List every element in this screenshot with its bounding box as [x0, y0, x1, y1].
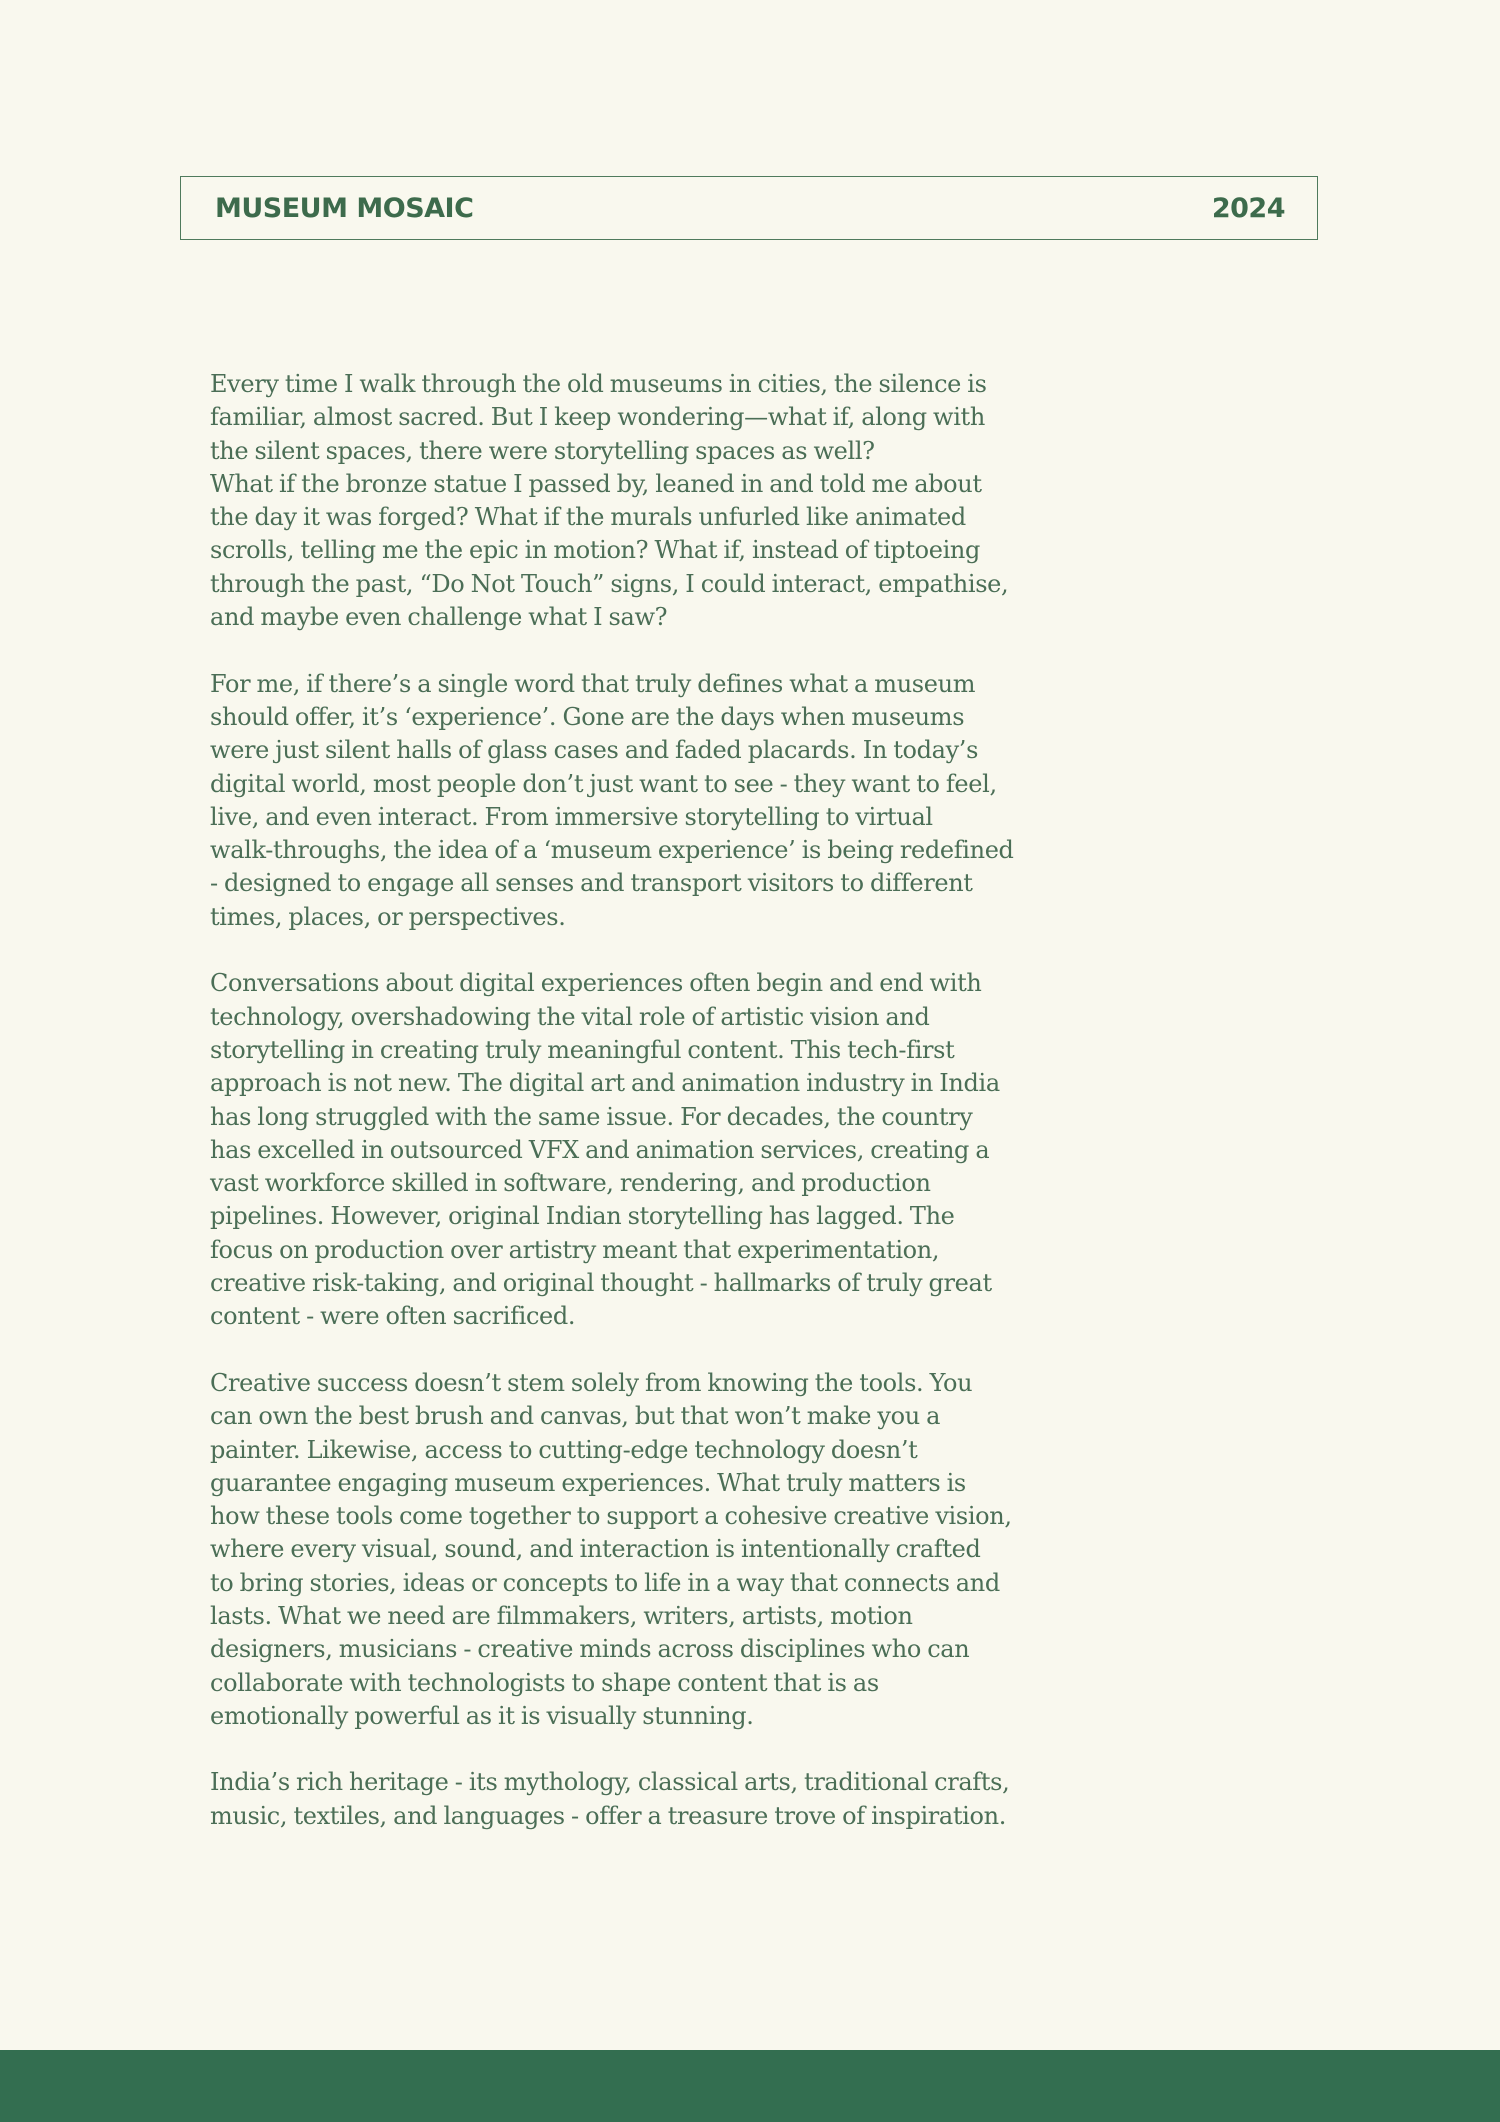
- article-body: [210, 368, 1110, 1866]
- paragraph: Creative success doesn’t stem solely from knowing the tools. You can own the best brush and canvas, but that won’t make you a painter. Likewise, access to cutting-edge technology doesn’t guarantee engaging museum experiences. What truly matters is how these tools come together to support a cohesive creative vision, where every visual, sound, and interaction is intentionally crafted to bring stories, ideas or concepts to life in a way that connects and lasts. What we need are filmmakers, writers, artists, motion designers, musicians - creative minds across disciplines who can collaborate with technologists to shape content that is as emotionally powerful as it is visually stunning.: [210, 1368, 1012, 1730]
- publication-year: 2024: [1211, 192, 1285, 224]
- paragraph: Conversations about digital experiences often begin and end with technology, overshadowing the vital role of artistic vision and storytelling in creating truly meaningful content. This tech-first approach is not new. The digital art and animation industry in India has long struggled with the same issue. For decades, the country has excelled in outsourced VFX and animation services, creating a vast workforce skilled in software, rendering, and production pipelines. However, original Indian storytelling has lagged. The focus on production over artistry meant that experimentation, creative risk-taking, and original thought - hallmarks of truly great content - were often sacrificed.: [210, 969, 1000, 1331]
- paragraph: India’s rich heritage - its mythology, classical arts, traditional crafts, music, textiles, and languages - offer a treasure trove of inspiration.: [210, 1768, 1010, 1830]
- paragraph: Every time I walk through the old museums in cities, the silence is familiar, almost sacred. But I keep wondering—what if, along with the silent spaces, there were storytelling spaces as well? What if the bronze statue I passed by, leaned in and told me about the day it was forged? What if the murals unfurled like animated scrolls, telling me the epic in motion? What if, instead of tiptoeing through the past, “Do Not Touch” signs, I could interact, empathise, and maybe even challenge what I saw?: [210, 370, 1009, 632]
- publication-title: MUSEUM MOSAIC: [215, 192, 474, 224]
- page-header: [180, 176, 1318, 240]
- footer-band: [0, 2050, 1500, 2122]
- paragraph: For me, if there’s a single word that truly defines what a museum should offer, it’s ‘experience’. Gone are the days when museums were just silent halls of glass cases and faded placards. In today’s digital world, most people don’t just want to see - they want to feel, live, and even interact. From immersive storytelling to virtual walk-throughs, the idea of a ‘museum experience’ is being redefined - designed to engage all senses and transport visitors to different times, places, or perspectives.: [210, 669, 1014, 931]
